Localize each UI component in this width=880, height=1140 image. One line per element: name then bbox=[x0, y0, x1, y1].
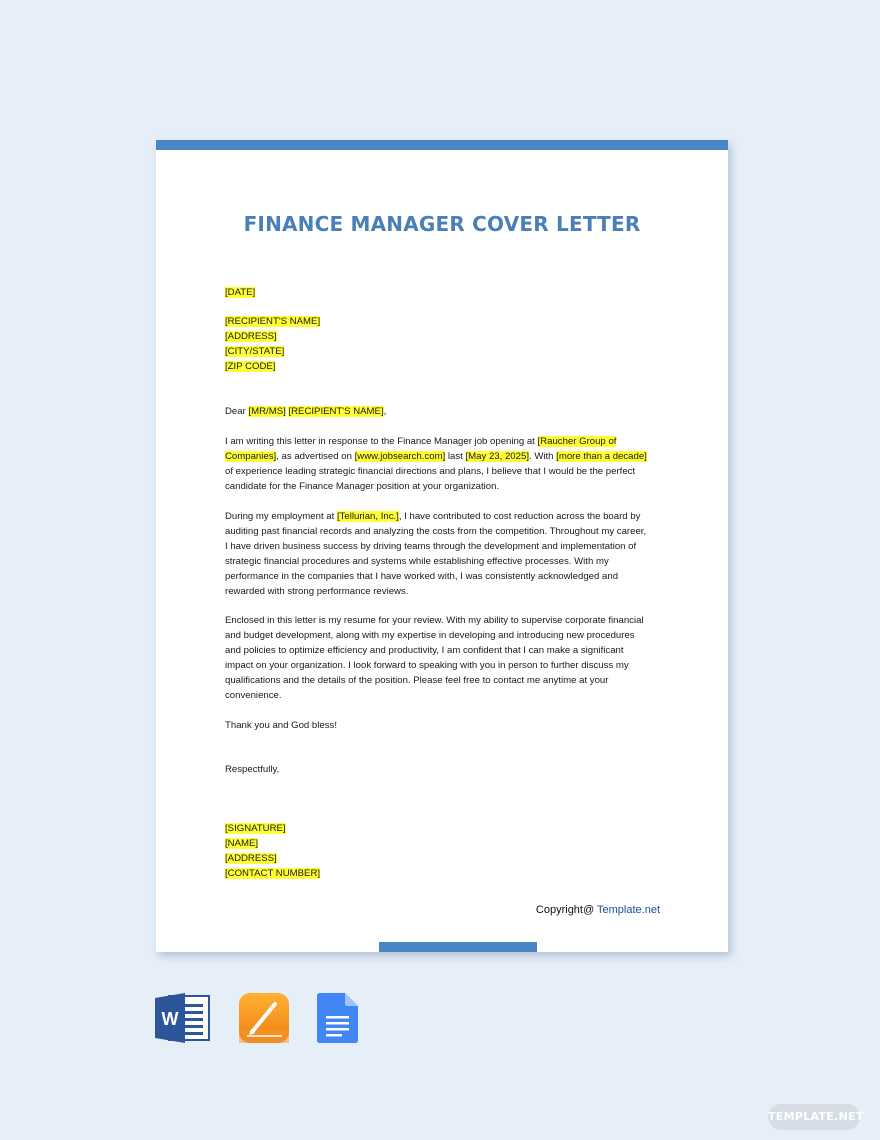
date-placeholder: [DATE] bbox=[225, 287, 256, 298]
company-placeholder-cont: Companies] bbox=[225, 451, 277, 462]
p1-text: I am writing this letter in response to the Finance Manager job opening at bbox=[225, 436, 538, 447]
recipient-name-placeholder: [RECIPIENT'S NAME] bbox=[225, 316, 321, 327]
p2-text: , I have contributed to cost reduction across the board by bbox=[398, 511, 641, 522]
p1-text: . With bbox=[528, 451, 557, 462]
title-placeholder: [MR/MS] bbox=[248, 406, 286, 417]
google-docs-icon[interactable] bbox=[317, 992, 359, 1049]
template-net-badge[interactable]: TEMPLATE.NET bbox=[768, 1104, 860, 1130]
website-placeholder: [www.jobsearch.com] bbox=[354, 451, 446, 462]
signature-placeholder: [SIGNATURE] bbox=[225, 823, 286, 834]
salutation-suffix: , bbox=[383, 406, 387, 417]
p1-line: candidate for the Finance Manager position at your organization. bbox=[225, 481, 500, 492]
p2-line: auditing past financial records and analyzing the costs from the competition. Throughout my career, bbox=[225, 526, 647, 537]
employer-placeholder: [Tellurian, Inc.] bbox=[336, 511, 399, 522]
recipient-block bbox=[225, 314, 665, 374]
p1-line: of experience leading strategic financial directions and plans, I believe that I would be the perfect bbox=[225, 466, 636, 477]
paragraph-2 bbox=[225, 509, 665, 599]
svg-text:W: W bbox=[161, 1009, 179, 1029]
bottom-accent-bar bbox=[379, 942, 537, 952]
document-page bbox=[156, 140, 728, 952]
pages-icon[interactable] bbox=[238, 992, 290, 1049]
contact-number-placeholder: [CONTACT NUMBER] bbox=[225, 868, 321, 879]
sender-address-placeholder: [ADDRESS] bbox=[225, 853, 277, 864]
p1-text: last bbox=[445, 451, 466, 462]
company-placeholder: [Raucher Group of bbox=[537, 436, 617, 447]
p2-line: performance in the companies that I have worked with, I was consistently acknowledged and bbox=[225, 571, 619, 582]
p3-line: convenience. bbox=[225, 690, 282, 701]
p2-line: strategic financial procedures and systems while establishing effective processes. With my bbox=[225, 556, 609, 567]
posting-date-placeholder: [May 23, 2025] bbox=[465, 451, 529, 462]
salutation-name-placeholder: [RECIPIENT'S NAME] bbox=[288, 406, 384, 417]
paragraph-1 bbox=[225, 434, 665, 494]
p3-line: and policies to optimize efficiency and productivity, I am confident that I can make a significant bbox=[225, 645, 624, 656]
signature-block bbox=[225, 821, 665, 881]
document-title: FINANCE MANAGER COVER LETTER bbox=[243, 212, 641, 236]
p3-line: Enclosed in this letter is my resume for your review. With my ability to supervise corporate financial bbox=[225, 615, 644, 626]
p3-line: qualifications and the details of the position. Please feel free to contact me anytime at your bbox=[225, 675, 609, 686]
address-placeholder: [ADDRESS] bbox=[225, 331, 277, 342]
copyright-notice bbox=[536, 904, 660, 916]
word-icon[interactable] bbox=[155, 992, 211, 1049]
p2-text: During my employment at bbox=[225, 511, 337, 522]
p3-line: and budget development, along with my expertise in developing and introducing new procedures bbox=[225, 630, 635, 641]
p1-text: , as advertised on bbox=[276, 451, 355, 462]
copyright-prefix: Copyright@ bbox=[535, 904, 598, 916]
sign-off: Respectfully, bbox=[225, 764, 280, 775]
p3-line: impact on your organization. I look forward to speaking with you in person to further discuss my bbox=[225, 660, 629, 671]
closing-line: Thank you and God bless! bbox=[225, 720, 337, 731]
name-placeholder: [NAME] bbox=[225, 838, 259, 849]
copyright-brand: Template.net bbox=[597, 904, 660, 916]
date-line bbox=[225, 285, 665, 300]
experience-placeholder: [more than a decade] bbox=[556, 451, 647, 462]
paragraph-3 bbox=[225, 613, 665, 703]
p2-line: I have driven business success by driving teams through the development and implementation of bbox=[225, 541, 637, 552]
zip-code-placeholder: [ZIP CODE] bbox=[225, 361, 276, 372]
salutation bbox=[225, 404, 665, 419]
top-accent-bar bbox=[156, 140, 728, 150]
salutation-prefix: Dear bbox=[225, 406, 249, 417]
city-state-placeholder: [CITY/STATE] bbox=[225, 346, 285, 357]
p2-line: rewarded with strong performance reviews. bbox=[225, 586, 409, 597]
